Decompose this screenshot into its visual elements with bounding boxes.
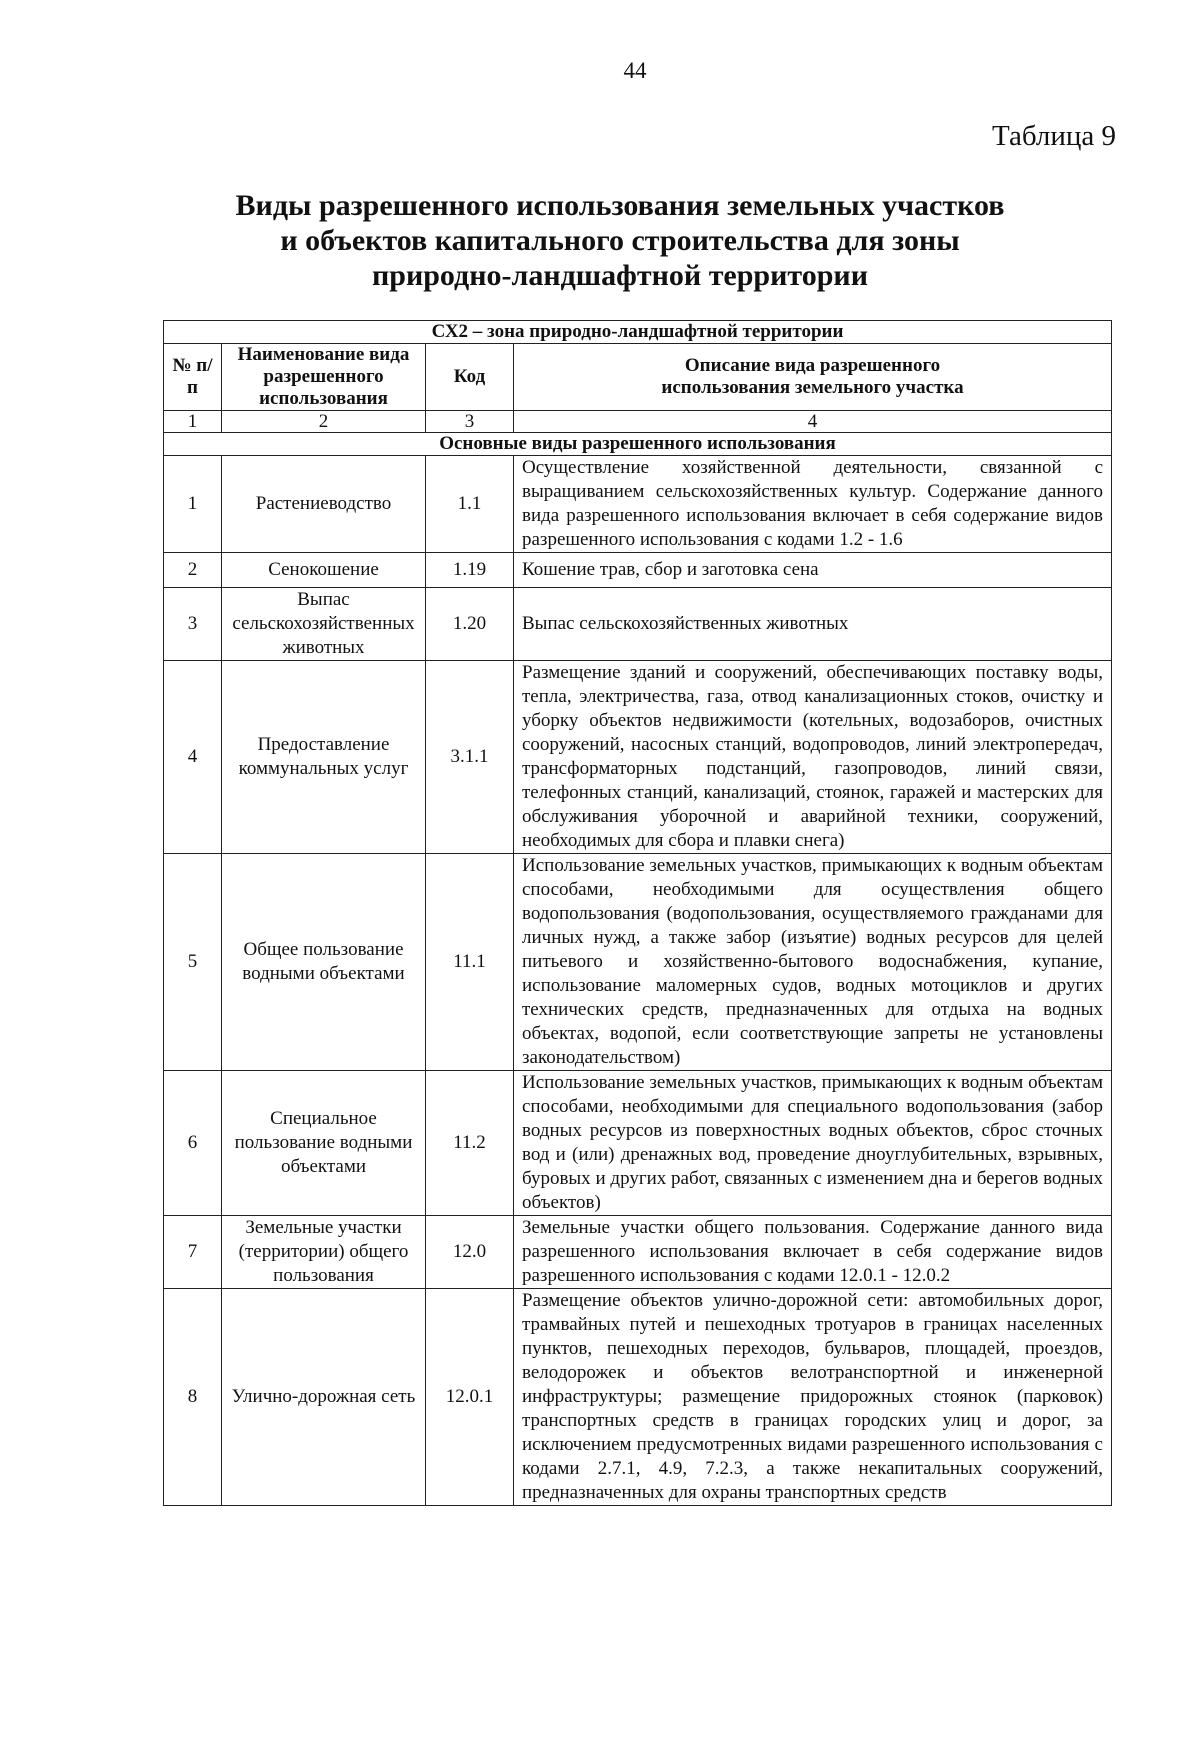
- use-code: 12.0: [426, 1216, 514, 1289]
- zone-title: СХ2 – зона природно-ландшафтной территории: [164, 321, 1112, 344]
- use-name: Растениеводство: [222, 456, 426, 553]
- use-code: 11.1: [426, 854, 514, 1071]
- column-number: 1: [164, 411, 222, 433]
- table-row: [164, 456, 1112, 553]
- row-number: 6: [164, 1071, 222, 1216]
- use-description: Размещение зданий и сооружений, обеспечивающих поставку воды, тепла, электричества, газа, отвод канализационных стоков, очистку и уборку объектов недвижимости (котельных, водозаборов, очистных сооружений, насосных станций, водопроводов, линий электропередач, трансформаторных подстанций, газопроводов, линий связи, телефонных станций, канализаций, стоянок, гаражей и мастерских для обслуживания уборочной и аварийной техники, сооружений, необходимых для сбора и плавки снега): [514, 661, 1112, 854]
- section-title-row: [164, 433, 1112, 456]
- use-code: 1.19: [426, 553, 514, 588]
- column-number: 4: [514, 411, 1112, 433]
- header-code: Код: [426, 344, 514, 411]
- use-name: Сенокошение: [222, 553, 426, 588]
- use-description: Использование земельных участков, примыкающих к водным объектам способами, необходимыми для специального водопользования (забор водных ресурсов из поверхностных водных объектов, сброс сточных вод и (или) дренажных вод, проведение дноуглубительных, взрывных, буровых и других работ, связанных с изменением дна и берегов водных объектов): [514, 1071, 1112, 1216]
- column-number: 2: [222, 411, 426, 433]
- table-row: [164, 553, 1112, 588]
- use-description: Кошение трав, сбор и заготовка сена: [514, 553, 1112, 588]
- use-code: 3.1.1: [426, 661, 514, 854]
- use-description: Размещение объектов улично-дорожной сети: автомобильных дорог, трамвайных путей и пешеходных тротуаров в границах населенных пунктов, пешеходных переходов, бульваров, площадей, проездов, велодорожек и объектов велотранспортной и инженерной инфраструктуры; размещение придорожных стоянок (парковок) транспортных средств в границах городских улиц и дорог, за исключением предусмотренных видами разрешенного использования с кодами 2.7.1, 4.9, 7.2.3, а также некапитальных сооружений, предназначенных для охраны транспортных средств: [514, 1289, 1112, 1506]
- row-number: 4: [164, 661, 222, 854]
- use-name: Общее пользование водными объектами: [222, 854, 426, 1071]
- use-description: Осуществление хозяйственной деятельности, связанной с выращиванием сельскохозяйственных культур. Содержание данного вида разрешенного использования включает в себя содержание видов разрешенного использования с кодами 1.2 - 1.6: [514, 456, 1112, 553]
- use-name: Улично-дорожная сеть: [222, 1289, 426, 1506]
- page-number: 44: [623, 58, 647, 83]
- use-description: Использование земельных участков, примыкающих к водным объектам способами, необходимыми для осуществления общего водопользования (водопользования, осуществляемого гражданами для личных нужд, а также забор (изъятие) водных ресурсов для целей питьевого и хозяйственно-бытового водоснабжения, купание, использование маломерных судов, водных мотоциклов и других технических средств, предназначенных для отдыха на водных объектах, водопой, если соответствующие запреты не установлены законодательством): [514, 854, 1112, 1071]
- use-code: 12.0.1: [426, 1289, 514, 1506]
- row-number: 1: [164, 456, 222, 553]
- table-row: [164, 1216, 1112, 1289]
- row-number: 2: [164, 553, 222, 588]
- title-line: Виды разрешенного использования земельных участков: [235, 189, 1005, 222]
- header-name: Наименование вида разрешенного использования: [222, 344, 426, 411]
- table-row: [164, 588, 1112, 661]
- column-number-row: [164, 411, 1112, 433]
- title-line: природно-ландшафтной территории: [371, 259, 868, 292]
- land-use-table: [163, 320, 1112, 1506]
- use-name: Специальное пользование водными объектами: [222, 1071, 426, 1216]
- section-title: Основные виды разрешенного использования: [164, 433, 1112, 456]
- title-line: и объектов капитального строительства для зоны: [280, 224, 960, 257]
- row-number: 8: [164, 1289, 222, 1506]
- table-row: [164, 854, 1112, 1071]
- table-row: [164, 1071, 1112, 1216]
- header-num: № п/п: [164, 344, 222, 411]
- table-row: [164, 1289, 1112, 1506]
- table-row: [164, 661, 1112, 854]
- document-title: [160, 188, 1080, 293]
- header-row: [164, 344, 1112, 411]
- row-number: 7: [164, 1216, 222, 1289]
- row-number: 3: [164, 588, 222, 661]
- use-description: Выпас сельскохозяйственных животных: [514, 588, 1112, 661]
- use-name: Земельные участки (территории) общего пользования: [222, 1216, 426, 1289]
- row-number: 5: [164, 854, 222, 1071]
- column-number: 3: [426, 411, 514, 433]
- use-code: 1.1: [426, 456, 514, 553]
- use-code: 1.20: [426, 588, 514, 661]
- use-name: Предоставление коммунальных услуг: [222, 661, 426, 854]
- use-name: Выпас сельскохозяйственных животных: [222, 588, 426, 661]
- table-label: Таблица 9: [991, 120, 1116, 152]
- use-description: Земельные участки общего пользования. Содержание данного вида разрешенного использования включает в себя содержание видов разрешенного использования с кодами 12.0.1 - 12.0.2: [514, 1216, 1112, 1289]
- zone-title-row: [164, 321, 1112, 344]
- use-code: 11.2: [426, 1071, 514, 1216]
- header-desc: Описание вида разрешенного использования земельного участка: [514, 344, 1112, 411]
